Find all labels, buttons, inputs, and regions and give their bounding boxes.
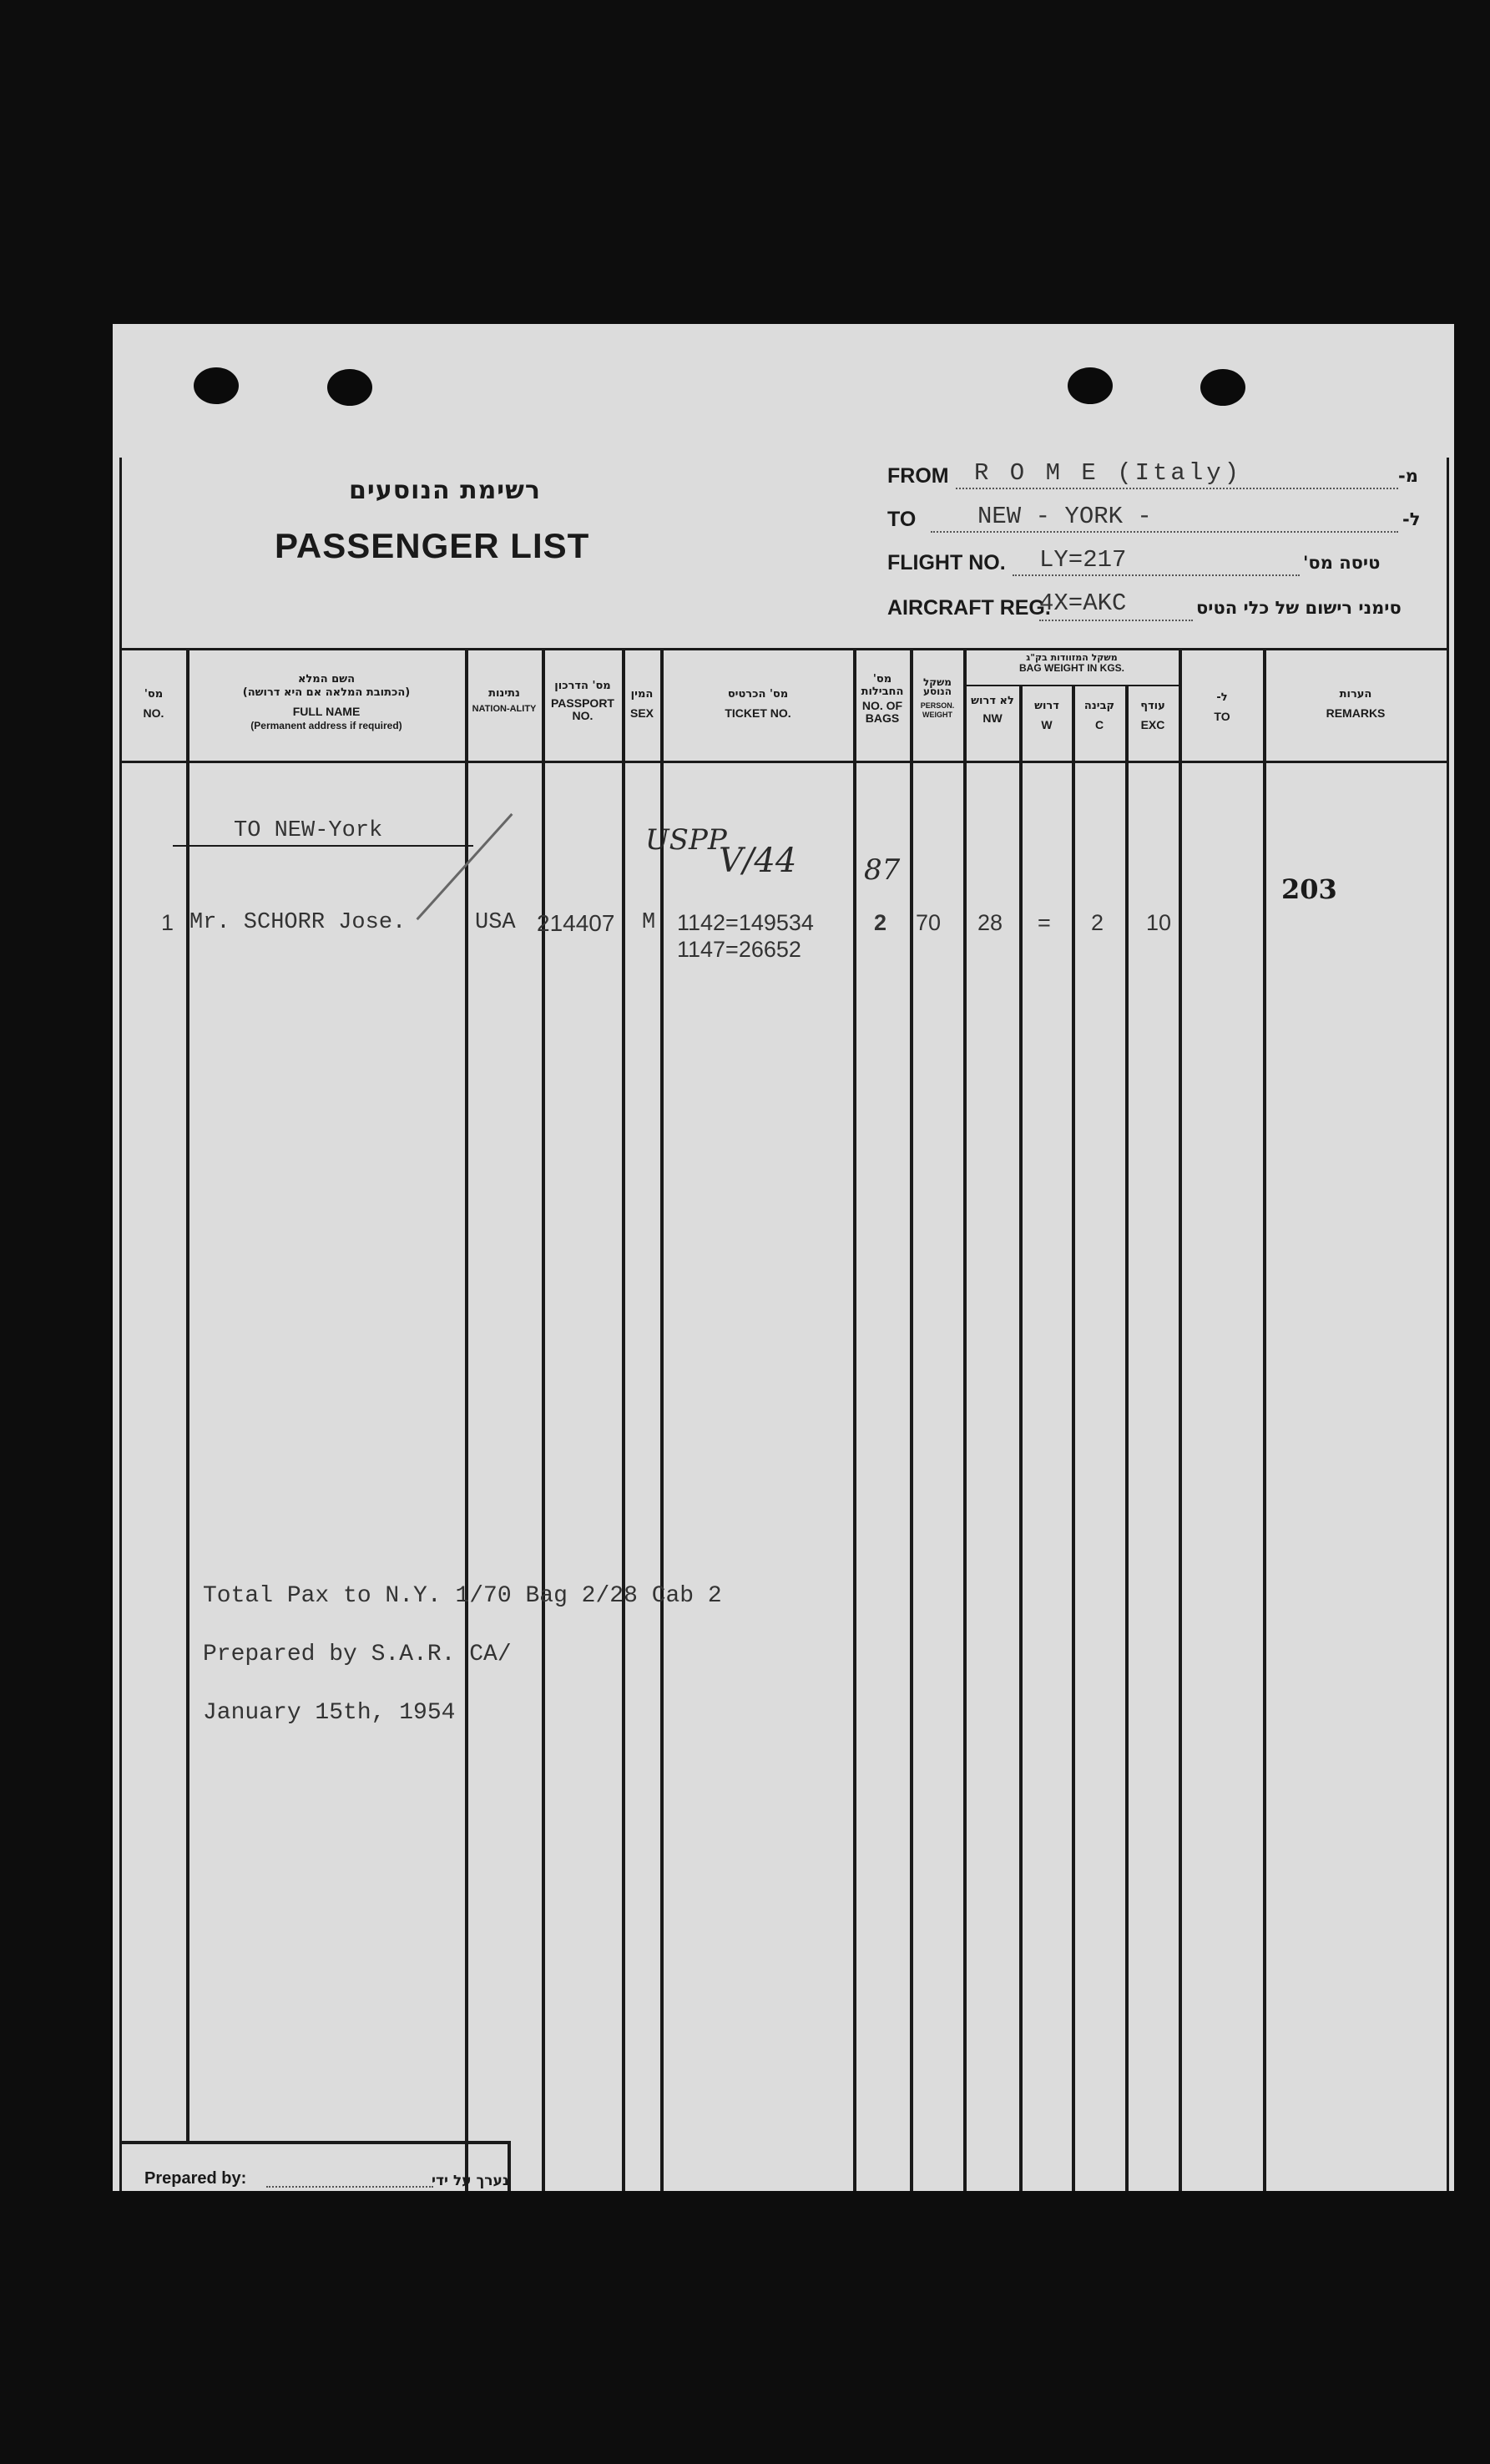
flight-hebrew: טיסה מס' xyxy=(1303,553,1381,573)
page-title: PASSENGER LIST xyxy=(275,526,590,565)
bag-weight-nw: 28 xyxy=(977,910,1003,935)
bag-weight-c: 2 xyxy=(1091,910,1104,935)
punch-hole xyxy=(1068,367,1113,404)
passenger-nationality: USA xyxy=(475,910,516,935)
to-hebrew: ל- xyxy=(1402,509,1421,529)
flight-value: LY=217 xyxy=(1039,546,1127,574)
col-header-w: דרוש W xyxy=(1034,700,1059,731)
col-header-c: קבינה C xyxy=(1083,700,1115,731)
aircraft-label: AIRCRAFT REG. xyxy=(887,596,1051,620)
summary-prepared-by: Prepared by S.A.R. CA/ xyxy=(203,1642,512,1667)
remarks-number: 203 xyxy=(1281,873,1337,905)
passenger-name: Mr. SCHORR Jose. xyxy=(189,910,407,935)
bag-weight-w: = xyxy=(1038,910,1051,935)
col-header-bag-weight: משקל המזוודות בק"ג BAG WEIGHT IN KGS. xyxy=(1019,652,1124,674)
punch-hole xyxy=(194,367,239,404)
from-value: R O M E (Italy) xyxy=(974,459,1243,487)
ticket-number-2: 1147=26652 xyxy=(677,937,801,962)
col-header-nationality: נתינות NATION-ALITY xyxy=(472,687,537,714)
col-header-nw: לא דרוש NW xyxy=(971,695,1014,725)
punch-hole xyxy=(1200,369,1245,406)
ticket-number-1: 1142=149534 xyxy=(677,910,814,935)
col-header-person-weight: משקל הנוסע PERSON. WEIGHT xyxy=(920,676,955,719)
summary-totals: Total Pax to N.Y. 1/70 Bag 2/28 Cab 2 xyxy=(203,1583,722,1609)
passenger-list-document xyxy=(113,324,1454,2191)
passenger-no: 1 xyxy=(161,910,174,935)
table-top-border xyxy=(119,648,1447,650)
from-label: FROM xyxy=(887,464,949,488)
col-header-passport: מס' הדרכון PASSPORT NO. xyxy=(551,680,614,722)
handwritten-note: USPP xyxy=(645,823,727,857)
from-hebrew: מ- xyxy=(1398,466,1418,486)
to-value: NEW - YORK - xyxy=(977,503,1152,530)
summary-date: January 15th, 1954 xyxy=(203,1700,456,1726)
punch-hole xyxy=(327,369,372,406)
passenger-sex: M xyxy=(642,910,656,935)
footer-label: Prepared by: xyxy=(144,2169,247,2188)
flight-label: FLIGHT NO. xyxy=(887,551,1006,574)
col-header-remarks: הערות REMARKS xyxy=(1326,688,1386,720)
table-header-border xyxy=(119,761,1447,763)
footer-hebrew: נערך על ידי xyxy=(432,2173,509,2189)
col-header-bags: מס' החבילות NO. OF BAGS xyxy=(861,673,904,725)
passenger-bags: 2 xyxy=(874,910,887,935)
handwritten-note: V/44 xyxy=(719,842,797,880)
aircraft-hebrew: סימני רישום של כלי הטיס xyxy=(1196,598,1402,618)
col-header-exc: עודף EXC xyxy=(1140,700,1165,731)
aircraft-value: 4X=AKC xyxy=(1039,589,1127,617)
col-header-ticket: מס' הכרטיס TICKET NO. xyxy=(725,688,791,720)
destination-note: TO NEW-York xyxy=(234,818,383,843)
col-header-to: ל- TO xyxy=(1214,691,1230,723)
col-header-no: מס' NO. xyxy=(143,688,164,720)
handwritten-note: 87 xyxy=(864,853,901,887)
title-hebrew: רשימת הנוסעים xyxy=(349,476,541,505)
to-label: TO xyxy=(887,508,917,531)
bag-weight-exc: 10 xyxy=(1146,910,1172,935)
col-header-name: השם המלא (הכתובת המלאה אם היא דרושה) FULL NAME (Permanent address if required) xyxy=(242,673,411,731)
passenger-weight: 70 xyxy=(916,910,942,935)
passenger-passport: 214407 xyxy=(537,910,615,936)
col-header-sex: המין SEX xyxy=(629,688,654,720)
